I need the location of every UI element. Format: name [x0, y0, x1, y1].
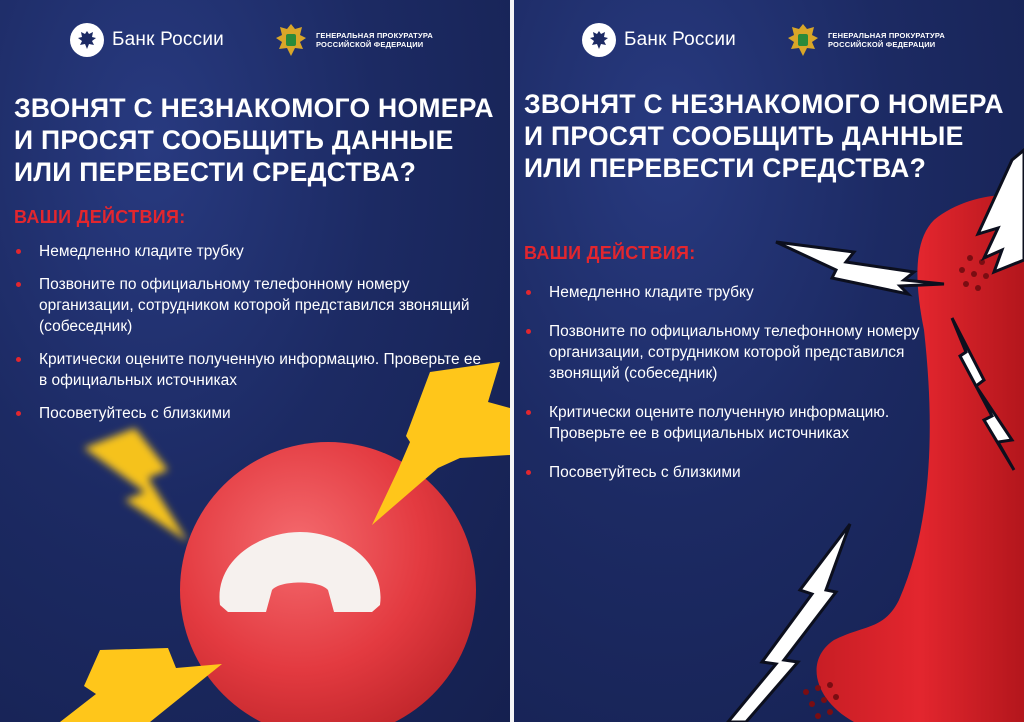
prosecutor-line-1: ГЕНЕРАЛЬНАЯ ПРОКУРАТУРА [827, 30, 945, 40]
double-headed-eagle-icon [70, 23, 104, 57]
list-item: Посоветуйтесь с близкими [14, 403, 484, 424]
actions-title: ВАШИ ДЕЙСТВИЯ: [524, 243, 696, 263]
logo-bar [70, 22, 433, 58]
actions-list [14, 241, 484, 436]
headline: ЗВОНЯТ С НЕЗНАКОМОГО НОМЕРА И ПРОСЯТ СООБЩИТЬ ДАННЫЕ ИЛИ ПЕРЕВЕСТИ СРЕДСТВА? [14, 93, 494, 187]
bank-name: Банк России [112, 29, 224, 50]
headline: ЗВОНЯТ С НЕЗНАКОМОГО НОМЕРА И ПРОСЯТ СООБЩИТЬ ДАННЫЕ ИЛИ ПЕРЕВЕСТИ СРЕДСТВА? [524, 89, 1004, 183]
prosecutor-office-logo [786, 22, 945, 58]
actions-title: ВАШИ ДЕЙСТВИЯ: [14, 207, 186, 227]
list-item: Позвоните по официальному телефонному номеру организации, сотрудником которой представился звонящий (собеседник) [14, 274, 484, 337]
list-item: Немедленно кладите трубку [524, 282, 964, 303]
poster-left [0, 0, 510, 722]
prosecutor-emblem-icon [786, 22, 820, 58]
prosecutor-line-2: РОССИЙСКОЙ ФЕДЕРАЦИИ [315, 40, 424, 49]
lightning-bolt-icon [84, 428, 188, 542]
logo-bar [582, 22, 945, 58]
list-item: Немедленно кладите трубку [14, 241, 484, 262]
list-item: Критически оцените полученную информацию. Проверьте ее в официальных источниках [14, 349, 484, 391]
bank-of-russia-logo [70, 23, 224, 57]
bank-name: Банк России [624, 29, 736, 50]
bank-of-russia-logo [582, 23, 736, 57]
prosecutor-office-logo [274, 22, 433, 58]
list-item: Критически оцените полученную информацию. Проверьте ее в официальных источниках [524, 402, 964, 444]
list-item: Посоветуйтесь с близкими [524, 462, 964, 483]
prosecutor-line-2: РОССИЙСКОЙ ФЕДЕРАЦИИ [827, 40, 936, 49]
poster-right [514, 0, 1024, 722]
prosecutor-emblem-icon [274, 22, 308, 58]
double-headed-eagle-icon [582, 23, 616, 57]
prosecutor-line-1: ГЕНЕРАЛЬНАЯ ПРОКУРАТУРА [315, 30, 433, 40]
list-item: Позвоните по официальному телефонному номеру организации, сотрудником которой представился звонящий (собеседник) [524, 321, 964, 384]
actions-list [524, 282, 964, 501]
